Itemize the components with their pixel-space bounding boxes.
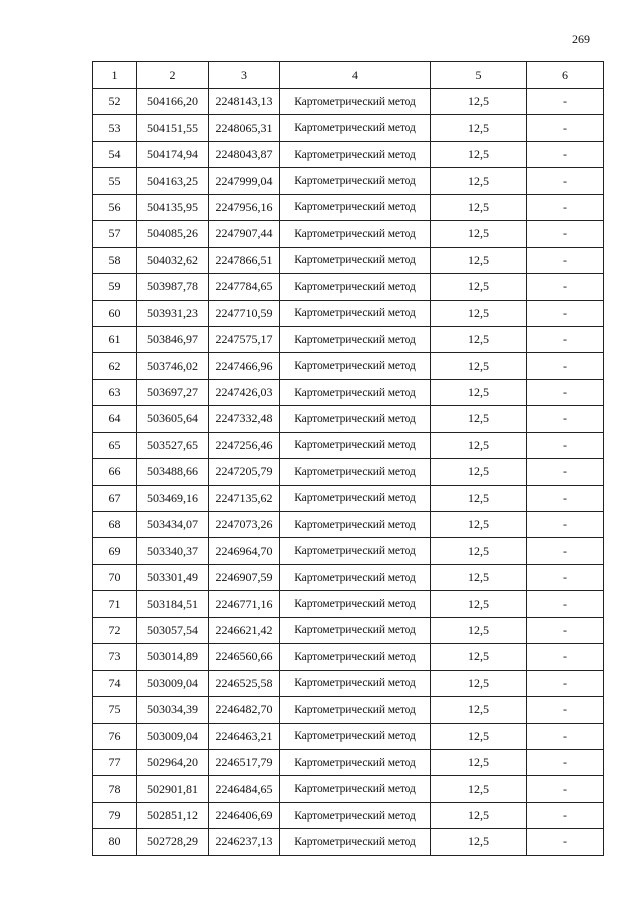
table-row	[93, 512, 604, 538]
accuracy-cell: 12,5	[431, 564, 527, 590]
accuracy-cell: 12,5	[431, 274, 527, 300]
page-number: 269	[572, 32, 590, 46]
point-number-cell: 54	[93, 141, 137, 167]
method-cell: Картометрический метод	[280, 617, 431, 643]
x-coordinate-cell: 503987,78	[137, 274, 209, 300]
accuracy-cell: 12,5	[431, 538, 527, 564]
x-coordinate-cell: 504151,55	[137, 115, 209, 141]
x-coordinate-cell: 504174,94	[137, 141, 209, 167]
table-row	[93, 326, 604, 352]
description-cell: -	[527, 274, 604, 300]
point-number-cell: 60	[93, 300, 137, 326]
description-cell: -	[527, 538, 604, 564]
method-cell: Картометрический метод	[280, 564, 431, 590]
table-row	[93, 617, 604, 643]
point-number-cell: 70	[93, 564, 137, 590]
x-coordinate-cell: 503340,37	[137, 538, 209, 564]
method-cell: Картометрический метод	[280, 300, 431, 326]
method-cell: Картометрический метод	[280, 194, 431, 220]
y-coordinate-cell: 2246907,59	[209, 564, 280, 590]
accuracy-cell: 12,5	[431, 776, 527, 802]
accuracy-cell: 12,5	[431, 485, 527, 511]
description-cell: -	[527, 353, 604, 379]
accuracy-cell: 12,5	[431, 723, 527, 749]
point-number-cell: 71	[93, 591, 137, 617]
x-coordinate-cell: 504166,20	[137, 89, 209, 115]
description-cell: -	[527, 591, 604, 617]
table-row	[93, 802, 604, 828]
table-row	[93, 274, 604, 300]
y-coordinate-cell: 2248065,31	[209, 115, 280, 141]
point-number-cell: 78	[93, 776, 137, 802]
method-cell: Картометрический метод	[280, 221, 431, 247]
method-cell: Картометрический метод	[280, 697, 431, 723]
point-number-cell: 69	[93, 538, 137, 564]
accuracy-cell: 12,5	[431, 141, 527, 167]
table-body	[93, 89, 604, 856]
accuracy-cell: 12,5	[431, 300, 527, 326]
point-number-cell: 63	[93, 379, 137, 405]
table-row	[93, 591, 604, 617]
point-number-cell: 65	[93, 432, 137, 458]
accuracy-cell: 12,5	[431, 802, 527, 828]
column-header-3: 3	[209, 62, 280, 89]
x-coordinate-cell: 503014,89	[137, 644, 209, 670]
point-number-cell: 72	[93, 617, 137, 643]
y-coordinate-cell: 2248143,13	[209, 89, 280, 115]
description-cell: -	[527, 697, 604, 723]
table-row	[93, 644, 604, 670]
x-coordinate-cell: 503697,27	[137, 379, 209, 405]
accuracy-cell: 12,5	[431, 749, 527, 775]
description-cell: -	[527, 432, 604, 458]
description-cell: -	[527, 829, 604, 855]
column-header-1: 1	[93, 62, 137, 89]
description-cell: -	[527, 221, 604, 247]
x-coordinate-cell: 503434,07	[137, 512, 209, 538]
y-coordinate-cell: 2246621,42	[209, 617, 280, 643]
description-cell: -	[527, 723, 604, 749]
y-coordinate-cell: 2246406,69	[209, 802, 280, 828]
table-row	[93, 300, 604, 326]
x-coordinate-cell: 502901,81	[137, 776, 209, 802]
x-coordinate-cell: 502851,12	[137, 802, 209, 828]
y-coordinate-cell: 2246237,13	[209, 829, 280, 855]
table-row	[93, 379, 604, 405]
x-coordinate-cell: 503184,51	[137, 591, 209, 617]
description-cell: -	[527, 406, 604, 432]
table-row	[93, 564, 604, 590]
method-cell: Картометрический метод	[280, 115, 431, 141]
description-cell: -	[527, 670, 604, 696]
accuracy-cell: 12,5	[431, 591, 527, 617]
description-cell: -	[527, 459, 604, 485]
method-cell: Картометрический метод	[280, 485, 431, 511]
column-header-5: 5	[431, 62, 527, 89]
method-cell: Картометрический метод	[280, 168, 431, 194]
description-cell: -	[527, 379, 604, 405]
accuracy-cell: 12,5	[431, 512, 527, 538]
method-cell: Картометрический метод	[280, 644, 431, 670]
table-row	[93, 168, 604, 194]
x-coordinate-cell: 503301,49	[137, 564, 209, 590]
x-coordinate-cell: 503469,16	[137, 485, 209, 511]
point-number-cell: 61	[93, 326, 137, 352]
point-number-cell: 77	[93, 749, 137, 775]
y-coordinate-cell: 2247866,51	[209, 247, 280, 273]
description-cell: -	[527, 168, 604, 194]
method-cell: Картометрический метод	[280, 326, 431, 352]
x-coordinate-cell: 502964,20	[137, 749, 209, 775]
y-coordinate-cell: 2247575,17	[209, 326, 280, 352]
table-row	[93, 432, 604, 458]
method-cell: Картометрический метод	[280, 591, 431, 617]
y-coordinate-cell: 2246484,65	[209, 776, 280, 802]
column-header-6: 6	[527, 62, 604, 89]
point-number-cell: 74	[93, 670, 137, 696]
x-coordinate-cell: 503846,97	[137, 326, 209, 352]
description-cell: -	[527, 89, 604, 115]
accuracy-cell: 12,5	[431, 115, 527, 141]
point-number-cell: 62	[93, 353, 137, 379]
y-coordinate-cell: 2246482,70	[209, 697, 280, 723]
x-coordinate-cell: 504163,25	[137, 168, 209, 194]
method-cell: Картометрический метод	[280, 89, 431, 115]
point-number-cell: 79	[93, 802, 137, 828]
accuracy-cell: 12,5	[431, 194, 527, 220]
point-number-cell: 66	[93, 459, 137, 485]
y-coordinate-cell: 2247710,59	[209, 300, 280, 326]
table-row	[93, 829, 604, 855]
description-cell: -	[527, 141, 604, 167]
x-coordinate-cell: 503931,23	[137, 300, 209, 326]
y-coordinate-cell: 2246517,79	[209, 749, 280, 775]
point-number-cell: 52	[93, 89, 137, 115]
accuracy-cell: 12,5	[431, 353, 527, 379]
coordinates-table	[92, 61, 604, 856]
point-number-cell: 56	[93, 194, 137, 220]
y-coordinate-cell: 2246560,66	[209, 644, 280, 670]
y-coordinate-cell: 2246964,70	[209, 538, 280, 564]
method-cell: Картометрический метод	[280, 247, 431, 273]
table-header-row	[93, 62, 604, 89]
method-cell: Картометрический метод	[280, 512, 431, 538]
point-number-cell: 59	[93, 274, 137, 300]
point-number-cell: 75	[93, 697, 137, 723]
table-row	[93, 221, 604, 247]
y-coordinate-cell: 2248043,87	[209, 141, 280, 167]
description-cell: -	[527, 749, 604, 775]
y-coordinate-cell: 2247956,16	[209, 194, 280, 220]
method-cell: Картометрический метод	[280, 406, 431, 432]
x-coordinate-cell: 503034,39	[137, 697, 209, 723]
y-coordinate-cell: 2247073,26	[209, 512, 280, 538]
point-number-cell: 55	[93, 168, 137, 194]
description-cell: -	[527, 115, 604, 141]
column-header-2: 2	[137, 62, 209, 89]
table-row	[93, 141, 604, 167]
table-row	[93, 670, 604, 696]
accuracy-cell: 12,5	[431, 829, 527, 855]
description-cell: -	[527, 564, 604, 590]
table-row	[93, 194, 604, 220]
accuracy-cell: 12,5	[431, 379, 527, 405]
point-number-cell: 67	[93, 485, 137, 511]
table-row	[93, 723, 604, 749]
y-coordinate-cell: 2246771,16	[209, 591, 280, 617]
accuracy-cell: 12,5	[431, 459, 527, 485]
table-row	[93, 406, 604, 432]
table-row	[93, 115, 604, 141]
accuracy-cell: 12,5	[431, 670, 527, 696]
x-coordinate-cell: 503009,04	[137, 670, 209, 696]
method-cell: Картометрический метод	[280, 829, 431, 855]
table-row	[93, 776, 604, 802]
y-coordinate-cell: 2247205,79	[209, 459, 280, 485]
point-number-cell: 76	[93, 723, 137, 749]
method-cell: Картометрический метод	[280, 538, 431, 564]
description-cell: -	[527, 300, 604, 326]
point-number-cell: 53	[93, 115, 137, 141]
point-number-cell: 57	[93, 221, 137, 247]
table-row	[93, 749, 604, 775]
accuracy-cell: 12,5	[431, 168, 527, 194]
description-cell: -	[527, 194, 604, 220]
column-header-4: 4	[280, 62, 431, 89]
description-cell: -	[527, 644, 604, 670]
y-coordinate-cell: 2247426,03	[209, 379, 280, 405]
method-cell: Картометрический метод	[280, 432, 431, 458]
x-coordinate-cell: 503605,64	[137, 406, 209, 432]
method-cell: Картометрический метод	[280, 802, 431, 828]
accuracy-cell: 12,5	[431, 644, 527, 670]
description-cell: -	[527, 802, 604, 828]
x-coordinate-cell: 503527,65	[137, 432, 209, 458]
method-cell: Картометрический метод	[280, 379, 431, 405]
y-coordinate-cell: 2246463,21	[209, 723, 280, 749]
accuracy-cell: 12,5	[431, 406, 527, 432]
x-coordinate-cell: 503057,54	[137, 617, 209, 643]
x-coordinate-cell: 504085,26	[137, 221, 209, 247]
table-row	[93, 89, 604, 115]
y-coordinate-cell: 2246525,58	[209, 670, 280, 696]
x-coordinate-cell: 504032,62	[137, 247, 209, 273]
point-number-cell: 80	[93, 829, 137, 855]
method-cell: Картометрический метод	[280, 670, 431, 696]
accuracy-cell: 12,5	[431, 617, 527, 643]
accuracy-cell: 12,5	[431, 326, 527, 352]
method-cell: Картометрический метод	[280, 459, 431, 485]
accuracy-cell: 12,5	[431, 697, 527, 723]
description-cell: -	[527, 776, 604, 802]
x-coordinate-cell: 503746,02	[137, 353, 209, 379]
table-row	[93, 697, 604, 723]
point-number-cell: 58	[93, 247, 137, 273]
description-cell: -	[527, 485, 604, 511]
point-number-cell: 68	[93, 512, 137, 538]
method-cell: Картометрический метод	[280, 749, 431, 775]
x-coordinate-cell: 503488,66	[137, 459, 209, 485]
table-row	[93, 459, 604, 485]
description-cell: -	[527, 617, 604, 643]
point-number-cell: 73	[93, 644, 137, 670]
accuracy-cell: 12,5	[431, 89, 527, 115]
y-coordinate-cell: 2247999,04	[209, 168, 280, 194]
table-row	[93, 485, 604, 511]
description-cell: -	[527, 247, 604, 273]
x-coordinate-cell: 502728,29	[137, 829, 209, 855]
accuracy-cell: 12,5	[431, 221, 527, 247]
accuracy-cell: 12,5	[431, 247, 527, 273]
table-row	[93, 538, 604, 564]
accuracy-cell: 12,5	[431, 432, 527, 458]
method-cell: Картометрический метод	[280, 776, 431, 802]
y-coordinate-cell: 2247907,44	[209, 221, 280, 247]
y-coordinate-cell: 2247466,96	[209, 353, 280, 379]
table-row	[93, 247, 604, 273]
method-cell: Картометрический метод	[280, 141, 431, 167]
method-cell: Картометрический метод	[280, 723, 431, 749]
y-coordinate-cell: 2247332,48	[209, 406, 280, 432]
x-coordinate-cell: 504135,95	[137, 194, 209, 220]
y-coordinate-cell: 2247256,46	[209, 432, 280, 458]
y-coordinate-cell: 2247784,65	[209, 274, 280, 300]
table-row	[93, 353, 604, 379]
x-coordinate-cell: 503009,04	[137, 723, 209, 749]
point-number-cell: 64	[93, 406, 137, 432]
y-coordinate-cell: 2247135,62	[209, 485, 280, 511]
description-cell: -	[527, 326, 604, 352]
description-cell: -	[527, 512, 604, 538]
method-cell: Картометрический метод	[280, 353, 431, 379]
method-cell: Картометрический метод	[280, 274, 431, 300]
